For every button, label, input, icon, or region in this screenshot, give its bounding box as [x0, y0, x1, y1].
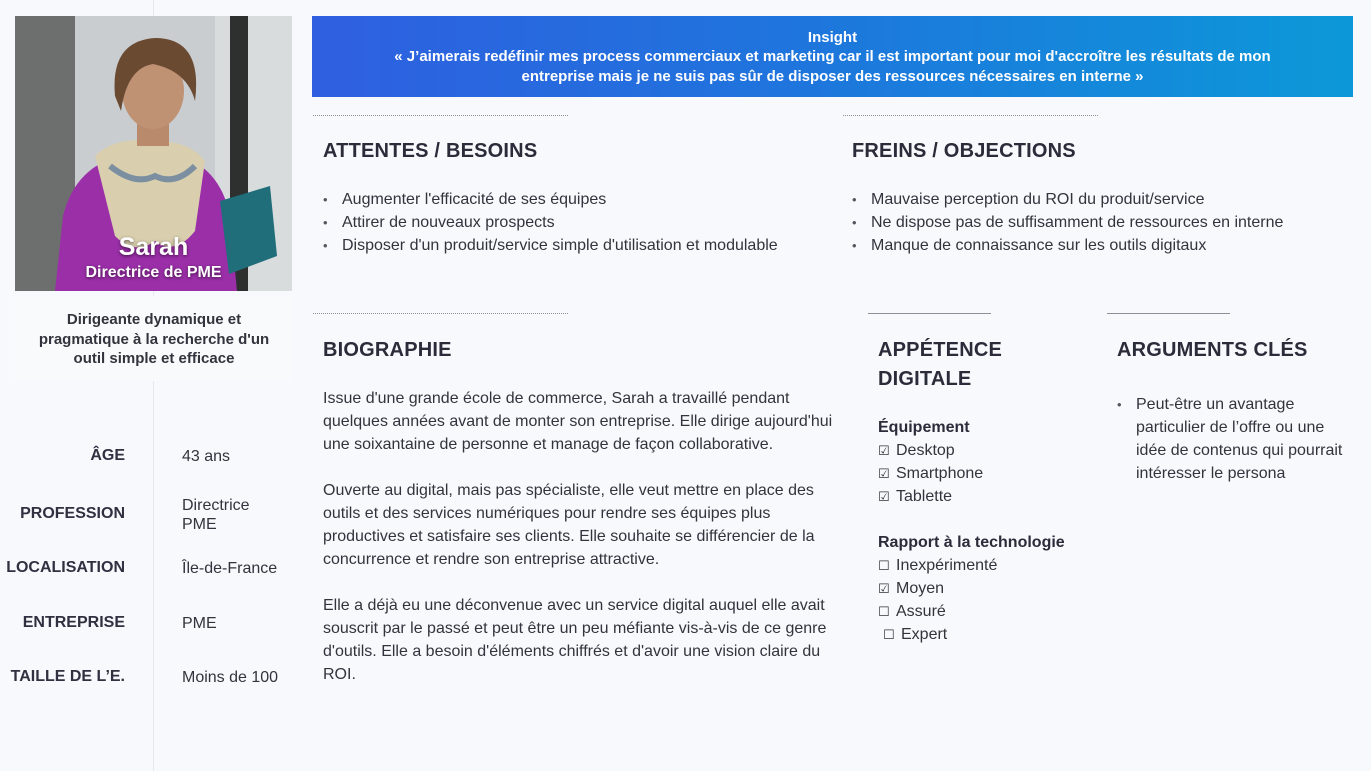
tech-level-confident — [878, 600, 1088, 623]
checkbox-icon: ☑ — [878, 581, 890, 596]
equipment-tablet — [878, 485, 1088, 508]
attr-label-age: ÂGE — [90, 447, 125, 464]
checkbox-icon: ☑ — [878, 466, 890, 481]
list-item: • Ne dispose pas de suffisamment de ressources en interne — [852, 211, 1342, 234]
equipment-label: Smartphone — [896, 465, 984, 482]
persona-photo — [15, 16, 292, 291]
biography-paragraph: Ouverte au digital, mais pas spécialiste, elle veut mettre en place des outils et des services numériques pour rendre ses équipes plus productives et satisfaire ses clients. Elle souhaite se différencier de la concurrence et rendre son entreprise attractive. — [323, 482, 815, 568]
attr-label-company-size: TAILLE DE L’E. — [10, 668, 125, 685]
insight-title: Insight — [807, 29, 858, 46]
tech-level-expert — [878, 623, 1088, 646]
objections-rule — [843, 115, 1098, 116]
arguments-title: ARGUMENTS CLÉS — [1117, 339, 1308, 361]
objections-list — [852, 188, 1342, 257]
insight-quote: « J’aimerais redéfinir mes process commerciaux et marketing car il est important pour moi d'accroître les résultats de mon entreprise mais je ne suis pas sûr de disposer des ressources nécessaires en interne » — [394, 48, 1271, 85]
tech-label: Assuré — [896, 603, 946, 620]
checkbox-icon: ☐ — [878, 558, 890, 573]
checkbox-icon: ☐ — [878, 604, 890, 619]
equipment-title: Équipement — [878, 419, 970, 436]
biography-rule — [313, 313, 568, 314]
checkbox-icon: ☑ — [878, 443, 890, 458]
tech-label: Inexpérimenté — [896, 557, 998, 574]
digital-rule — [868, 313, 991, 314]
needs-list — [323, 188, 823, 257]
checkbox-icon: ☑ — [878, 489, 890, 504]
list-item: • Manque de connaissance sur les outils digitaux — [852, 234, 1342, 257]
arguments-list — [1117, 393, 1352, 485]
persona-tagline: Dirigeante dynamique et pragmatique à la recherche d'un outil simple et efficace — [38, 311, 270, 367]
biography-title: BIOGRAPHIE — [323, 339, 452, 361]
attr-value-age: 43 ans — [182, 448, 231, 465]
persona-name: Sarah — [118, 233, 189, 261]
arguments-rule — [1107, 313, 1230, 314]
equipment-desktop — [878, 439, 1088, 462]
attr-label-company: ENTREPRISE — [22, 614, 125, 631]
digital-title-line2: DIGITALE — [878, 368, 972, 390]
biography-paragraph: Issue d'une grande école de commerce, Sarah a travaillé pendant quelques années avant de monter son entreprise. Elle dirige aujourd'hui une soixantaine de personne et manage de façon collaborative. — [323, 390, 833, 453]
list-item: • Peut-être un avantage particulier de l’offre ou une idée de contenus qui pourrait intéresser le persona — [1117, 393, 1352, 485]
attr-value-profession: Directrice PME — [182, 497, 250, 533]
insight-banner — [312, 16, 1353, 97]
equipment-label: Tablette — [896, 488, 953, 505]
needs-rule — [313, 115, 568, 116]
equipment-label: Desktop — [896, 442, 955, 459]
list-item: • Augmenter l'efficacité de ses équipes — [323, 188, 823, 211]
attr-value-company-size: Moins de 100 — [182, 669, 279, 686]
equipment-smartphone — [878, 462, 1088, 485]
attr-label-profession: PROFESSION — [20, 505, 125, 522]
tech-level-beginner — [878, 554, 1088, 577]
digital-title-line1: APPÉTENCE — [878, 339, 1003, 361]
attr-value-location: Île-de-France — [182, 560, 278, 577]
tech-label: Moyen — [896, 580, 945, 597]
attr-label-location: LOCALISATION — [6, 559, 125, 576]
digital-details — [878, 416, 1088, 646]
persona-role: Directrice de PME — [85, 264, 222, 281]
list-item: • Attirer de nouveaux prospects — [323, 211, 823, 234]
tech-title: Rapport à la technologie — [878, 534, 1065, 551]
needs-title: ATTENTES / BESOINS — [323, 140, 538, 162]
attr-value-company: PME — [182, 615, 217, 632]
list-item: • Disposer d'un produit/service simple d'utilisation et modulable — [323, 234, 823, 257]
biography-paragraph: Elle a déjà eu une déconvenue avec un service digital auquel elle avait souscrit par le passé et peut être un peu méfiante vis-à-vis de ce genre d'outils. Elle a besoin d'éléments chiffrés et d'avoir une vision claire du ROI. — [323, 597, 827, 683]
tech-level-medium — [878, 577, 1088, 600]
list-item: • Mauvaise perception du ROI du produit/service — [852, 188, 1342, 211]
tech-label: Expert — [901, 626, 948, 643]
digital-title — [878, 336, 1078, 394]
checkbox-icon: ☐ — [883, 627, 895, 642]
objections-title: FREINS / OBJECTIONS — [852, 140, 1076, 162]
biography-text — [323, 387, 833, 709]
